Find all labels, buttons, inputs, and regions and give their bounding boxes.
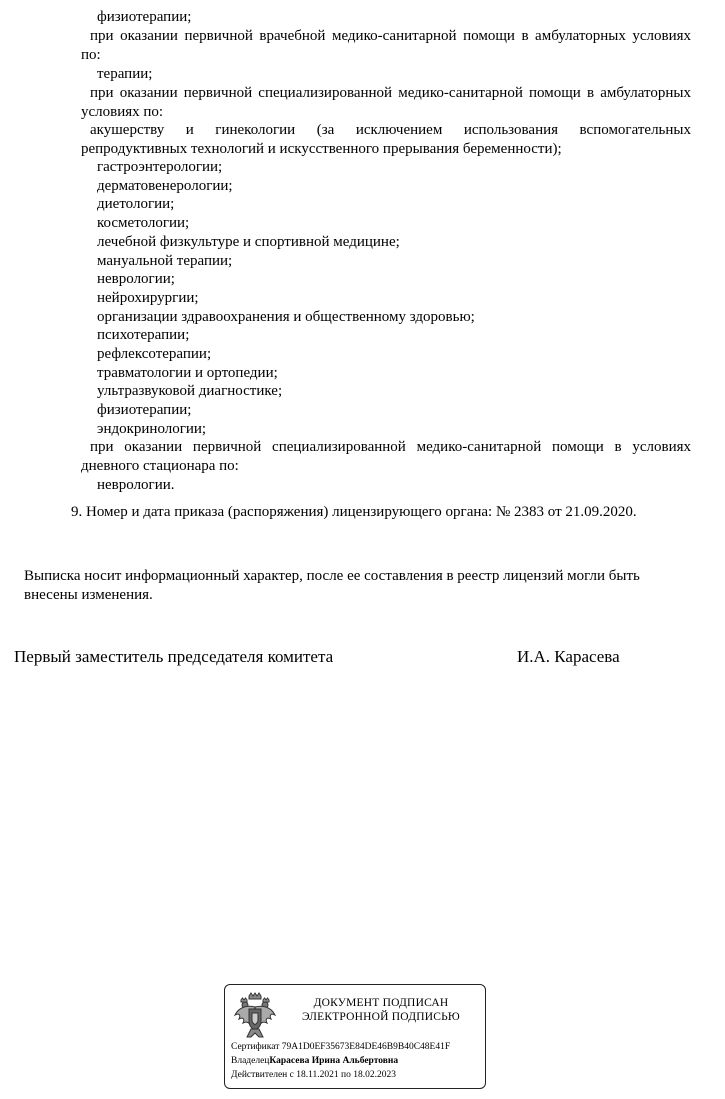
list-item: неврологии;	[97, 271, 175, 288]
electronic-signature-stamp	[224, 984, 486, 1089]
list-item: травматологии и ортопедии;	[97, 364, 278, 381]
signature-heading	[283, 996, 479, 1024]
day-hospital-heading: при оказании первичной специализированной медико-санитарной помощи в условиях дневного стационара по:	[81, 439, 691, 474]
validity-row: Действителен с 18.11.2021 по 18.02.2023	[231, 1070, 396, 1080]
disclaimer-line: Выписка носит информационный характер, после ее составления в реестр лицензий могли быть	[24, 568, 640, 584]
list-item-physiotherapy-top: физиотерапии;	[97, 9, 192, 25]
owner-name: Карасева Ирина Альбертовна	[269, 1056, 399, 1066]
list-item: эндокринологии;	[97, 420, 207, 437]
certificate-label: Сертификат	[231, 1042, 280, 1052]
list-item: ультразвуковой диагностике;	[97, 383, 283, 400]
list-item: рефлексотерапии;	[97, 346, 212, 362]
list-item: дерматовенерологии;	[97, 177, 233, 194]
signature-heading-line: ДОКУМЕНТ ПОДПИСАН	[313, 997, 449, 1009]
list-item: лечебной физкультуре и спортивной медицине;	[97, 233, 400, 250]
certificate-row	[231, 1041, 450, 1053]
list-item: физиотерапии;	[97, 402, 192, 419]
list-item-obstetrics: акушерству и гинекологии (за исключением использования вспомогательных репродуктивных технологий и искусственного прерывания беременности);	[81, 122, 691, 157]
primary-specialized-care-heading: при оказании первичной специализированной медико-санитарной помощи в амбулаторных условиях по:	[81, 85, 691, 120]
certificate-number: 79A1D0EF35673E84DE46B9B40C48E41F	[281, 1042, 451, 1052]
list-item-neurology-day-hospital: неврологии.	[97, 477, 175, 493]
list-item: мануальной терапии;	[97, 252, 233, 269]
list-item: нейрохирургии;	[97, 289, 199, 306]
signature-heading-line: ЭЛЕКТРОННОЙ ПОДПИСЬЮ	[302, 1011, 460, 1023]
owner-label: Владелец	[231, 1056, 270, 1066]
list-item: гастроэнтерологии;	[97, 159, 223, 175]
signatory-position: Первый заместитель председателя комитета	[14, 647, 334, 666]
list-item: организации здравоохранения и общественному здоровью;	[97, 308, 475, 325]
coat-of-arms-icon	[233, 991, 277, 1041]
list-item: психотерапии;	[97, 327, 190, 344]
signatory-name: И.А. Карасева	[517, 647, 620, 666]
list-item: косметологии;	[97, 215, 190, 232]
list-item-therapy: терапии;	[97, 66, 153, 82]
primary-doctor-care-heading: при оказании первичной врачебной медико-санитарной помощи в амбулаторных условиях по:	[81, 28, 691, 63]
disclaimer-line: внесены изменения.	[24, 587, 153, 603]
owner-row	[231, 1055, 398, 1067]
list-item: диетологии;	[97, 196, 175, 213]
order-number-item: 9. Номер и дата приказа (распоряжения) лицензирующего органа: № 2383 от 21.09.2020.	[71, 504, 637, 520]
